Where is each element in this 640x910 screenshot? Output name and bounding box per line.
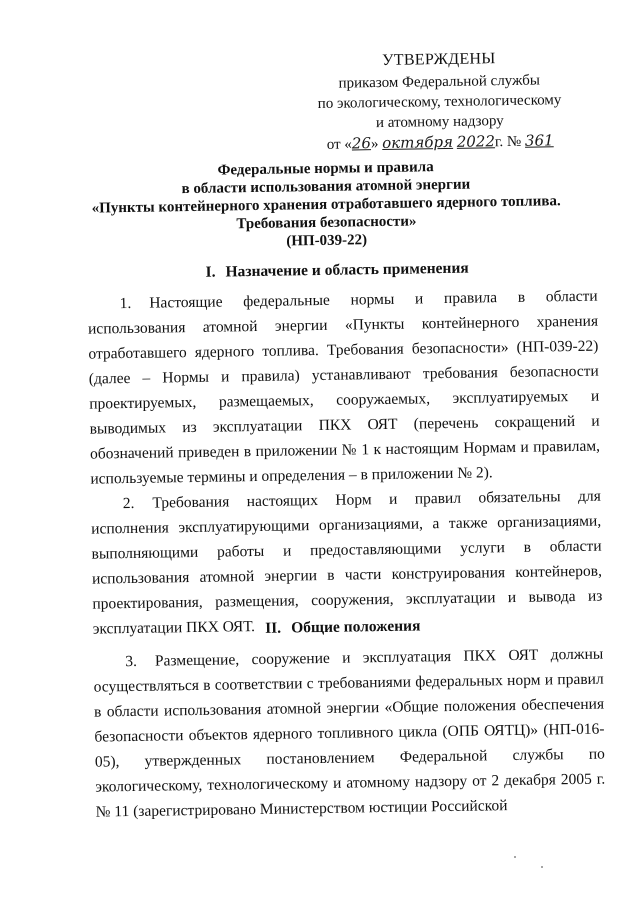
approval-line-3: и атомному надзору [375,113,504,132]
date-suffix: г. № [494,133,526,151]
scan-speck [541,866,543,868]
paragraph-number: 3. [125,652,138,671]
approval-line-2: по экологическому, технологическому [317,92,562,112]
date-day-handwritten: 26 [351,134,372,153]
section-number: I. [205,263,216,281]
title-line-5: (НП-039-22) [286,232,368,250]
date-month-handwritten: октября [382,132,454,152]
section-number: II. [265,619,282,637]
scan-speck [514,856,516,858]
approval-heading: УТВЕРЖДЕНЫ [382,50,496,69]
paragraph-1 [87,284,600,492]
approval-date-line [295,130,585,156]
paragraph-text: Требования настоящих Норм и правил обязательны для исполнения эксплуатирующими организациями, а также организациями, выполняющими работы и предоставляющими услуги в области использования атомной энергии в части конструирования контейнеров, проектирования, размещения, сооружения, эксплуатации и вывода из эксплуатации ПКХ ОЯТ. [91,487,603,638]
section-heading-1 [77,258,597,284]
date-year-handwritten: 2022 [456,132,496,151]
title-line-4: Требования безопасности» [236,213,417,233]
date-prefix: от « [326,136,352,153]
paragraph-3 [93,642,606,825]
section-title: Назначение и область применения [225,259,469,281]
document-title [75,156,576,254]
approval-block [294,48,586,156]
approval-line-1: приказом Федеральной службы [338,72,541,92]
title-line-1: Федеральные нормы и правила [217,159,434,179]
paragraph-number: 2. [122,494,135,513]
paragraph-text: Настоящие федеральные нормы и правила в области использования атомной энергии «Пункты контейнерного хранения отработавшего ядерного топлива. Требования безопасности» (НП-039-22) (далее – Нормы и правила) устанавливают требования безопасности проектируемых, размещаемых, сооружаемых, эксплуатируемых и выводимых из эксплуатации ПКХ ОЯТ (перечень сокращений и обозначений приведен в приложении № 1 к настоящим Нормам и правилам, используемые термины и определения – в приложении № 2). [87,287,601,488]
section-title: Общие положения [290,617,421,637]
date-mid: » [370,135,383,153]
title-line-2: в области использования атомной энергии [181,176,471,198]
order-number-handwritten: 361 [524,131,554,150]
paragraph-text: Размещение, сооружение и эксплуатация ПКХ ОЯТ должны осуществляться в соответствии с требованиями федеральных норм и правил в области использования атомной энергии «Общие положения обеспечения безопасности объектов ядерного топливного цикла (ОПБ ОЯТЦ)» (НП-016-05), утвержденных постановлением Федеральной службы по экологическому, технологическому и атомному надзору от 2 декабря 2005 г. № 11 (зарегистрировано Министерством юстиции Российской [93,645,606,821]
title-line-3: «Пункты контейнерного хранения отработавшего ядерного топлива. [91,193,561,217]
paragraph-number: 1. [119,294,132,313]
